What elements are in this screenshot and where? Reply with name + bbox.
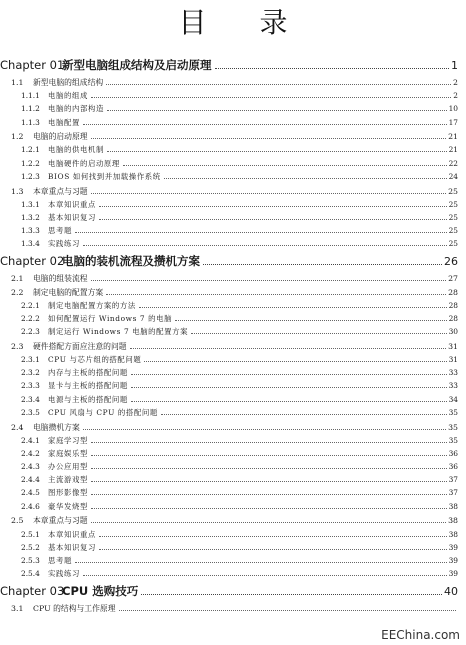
- toc-dot-leader: [75, 232, 447, 233]
- toc-page-number: 39: [448, 569, 458, 579]
- toc-entry-number: 1.2.2: [21, 158, 40, 168]
- toc-page-number: 17: [448, 117, 458, 127]
- toc-page-number: 34: [448, 394, 458, 404]
- toc-entry-number: 2.2.3: [21, 327, 40, 337]
- toc-page-number: 22: [448, 158, 458, 168]
- toc-page-number: 28: [448, 300, 458, 310]
- toc-subsection-entry[interactable]: [0, 567, 466, 580]
- toc-page-number: 25: [448, 199, 458, 209]
- toc-page-number: 35: [448, 435, 458, 445]
- toc-dot-leader: [131, 401, 447, 402]
- toc-page-number: 31: [448, 355, 458, 365]
- toc-dot-leader: [141, 594, 442, 595]
- toc-entry-title: 思考题: [48, 555, 72, 565]
- toc-entry-title: CPU 与芯片组的搭配问题: [48, 355, 142, 365]
- toc-dot-leader: [91, 138, 447, 139]
- toc-dot-leader: [91, 193, 447, 194]
- toc-entry-number: 2.4.3: [21, 462, 40, 472]
- toc-entry-title: CPU 风扇与 CPU 的搭配问题: [48, 407, 158, 417]
- toc-dot-leader: [99, 219, 447, 220]
- toc-page-number: 35: [448, 422, 458, 432]
- toc-page-number: 2: [453, 78, 458, 87]
- toc-entry-title: 如何配置运行 Windows 7 的电脑: [48, 314, 173, 323]
- toc-subsection-entry[interactable]: [0, 460, 466, 473]
- toc-entry-number: 1.3.1: [21, 199, 40, 209]
- toc-entry-title: 实践练习: [48, 569, 80, 579]
- toc-dot-leader: [123, 165, 447, 166]
- toc-page-number: 40: [444, 585, 458, 599]
- toc-subsection-entry[interactable]: [0, 500, 466, 513]
- toc-entry-number: 1.3: [11, 186, 24, 196]
- toc-subsection-entry[interactable]: [0, 379, 466, 392]
- toc-entry-title: 本章重点与习题: [33, 186, 88, 196]
- toc-subsection-entry[interactable]: [0, 102, 466, 115]
- toc-dot-leader: [191, 333, 446, 334]
- toc-section-entry[interactable]: [0, 286, 466, 299]
- toc-entry-number: 1.2: [11, 132, 24, 142]
- toc-entry-number: 2.3.4: [21, 394, 40, 404]
- toc-subsection-entry[interactable]: [0, 393, 466, 406]
- toc-entry-number: 2.1: [11, 274, 24, 284]
- toc-subsection-entry[interactable]: [0, 353, 466, 366]
- toc-chapter-entry[interactable]: [0, 54, 466, 76]
- toc-entry-title: 电脑的装机流程及攒机方案: [62, 254, 200, 269]
- toc-page-number: 2: [453, 91, 458, 101]
- toc-entry-number: 2.3.3: [21, 381, 40, 391]
- toc-subsection-entry[interactable]: [0, 434, 466, 447]
- toc-section-entry[interactable]: [0, 130, 466, 143]
- toc-entry-title: 电源与主板的搭配问题: [48, 394, 128, 404]
- toc-entry-number: 2.4: [11, 422, 24, 432]
- toc-entry-title: 主流游戏型: [48, 475, 88, 485]
- toc-entry-number: 2.5.2: [21, 542, 40, 552]
- watermark: EEChina.com: [381, 628, 460, 642]
- toc-subsection-entry[interactable]: [0, 447, 466, 460]
- toc-entry-number: 1.3.2: [21, 212, 40, 222]
- toc-dot-leader: [91, 468, 447, 469]
- toc-entry-title: 内存与主板的搭配问题: [48, 368, 128, 378]
- toc-page-number: 30: [448, 327, 458, 337]
- page-title: 目 录: [178, 6, 310, 39]
- toc-subsection-entry[interactable]: [0, 406, 466, 419]
- toc-subsection-entry[interactable]: [0, 554, 466, 567]
- toc-entry-title: 思考题: [48, 226, 72, 236]
- toc-subsection-entry[interactable]: [0, 89, 466, 102]
- toc-page-number: 38: [448, 529, 458, 539]
- toc-entry-title: BIOS 如何找到并加载操作系统: [48, 171, 161, 181]
- toc-section-entry[interactable]: [0, 602, 466, 615]
- toc-entry-title: 新型电脑的组成结构: [33, 78, 104, 87]
- toc-entry-title: 制定运行 Windows 7 电脑的配置方案: [48, 327, 189, 337]
- toc-dot-leader: [106, 84, 451, 85]
- toc-dot-leader: [91, 280, 447, 281]
- toc-entry-number: 2.3.2: [21, 368, 40, 378]
- toc-entry-number: 2.5.4: [21, 569, 40, 579]
- toc-dot-leader: [175, 320, 446, 321]
- toc-subsection-entry[interactable]: [0, 528, 466, 541]
- toc-entry-number: 1.3.3: [21, 226, 40, 236]
- toc-entry-number: 2.5: [11, 516, 24, 526]
- toc-dot-leader: [83, 429, 446, 430]
- toc-dot-leader: [107, 110, 447, 111]
- toc-subsection-entry[interactable]: [0, 541, 466, 554]
- toc-section-entry[interactable]: [0, 185, 466, 198]
- toc-subsection-entry[interactable]: [0, 211, 466, 224]
- toc-dot-leader: [91, 97, 451, 98]
- toc-dot-leader: [203, 264, 442, 265]
- toc-section-entry[interactable]: [0, 76, 466, 89]
- toc-subsection-entry[interactable]: [0, 299, 466, 312]
- toc-entry-number: 2.4.6: [21, 501, 40, 511]
- toc-page-number: 39: [448, 555, 458, 565]
- toc-subsection-entry[interactable]: [0, 143, 466, 156]
- toc-section-entry[interactable]: [0, 272, 466, 285]
- toc-entry-number: 1.1.1: [21, 91, 40, 101]
- toc-dot-leader: [139, 307, 447, 308]
- toc-entry-number: Chapter 02: [0, 254, 65, 269]
- toc-entry-title: 本章重点与习题: [33, 516, 88, 526]
- toc-entry-title: 电脑的内部构造: [48, 104, 104, 114]
- toc-page-number: 38: [448, 501, 458, 511]
- table-of-contents: [0, 54, 466, 615]
- toc-entry-title: 办公应用型: [48, 462, 88, 472]
- toc-dot-leader: [164, 178, 447, 179]
- toc-dot-leader: [75, 562, 447, 563]
- toc-entry-number: 2.2: [11, 287, 24, 297]
- toc-entry-number: 1.2.1: [21, 145, 40, 155]
- toc-entry-number: 2.4.1: [21, 435, 40, 445]
- toc-page-number: 21: [448, 145, 458, 155]
- toc-dot-leader: [131, 387, 447, 388]
- toc-entry-title: 实践练习: [48, 239, 80, 249]
- toc-entry-number: Chapter 03: [0, 584, 65, 599]
- toc-entry-number: 2.4.2: [21, 448, 40, 458]
- toc-entry-number: 2.5.1: [21, 529, 40, 539]
- toc-dot-leader: [91, 481, 447, 482]
- toc-entry-number: 2.5.3: [21, 555, 40, 565]
- toc-page-number: 25: [448, 239, 458, 249]
- toc-page-number: 36: [448, 448, 458, 458]
- toc-dot-leader: [91, 455, 447, 456]
- toc-page-number: 37: [448, 488, 458, 498]
- toc-page-number: 33: [448, 381, 458, 391]
- toc-entry-title: 电脑攒机方案: [33, 422, 80, 432]
- toc-entry-title: 显卡与主板的搭配问题: [48, 381, 128, 391]
- toc-entry-number: 2.3.5: [21, 407, 40, 417]
- toc-dot-leader: [91, 442, 447, 443]
- toc-entry-number: 2.2.1: [21, 300, 40, 310]
- toc-dot-leader: [99, 206, 447, 207]
- toc-dot-leader: [215, 68, 450, 69]
- toc-page-number: 28: [448, 287, 458, 297]
- toc-page-number: 33: [448, 368, 458, 378]
- toc-dot-leader: [161, 414, 447, 415]
- toc-entry-number: Chapter 01: [0, 58, 65, 72]
- toc-subsection-entry[interactable]: [0, 486, 466, 499]
- toc-chapter-entry[interactable]: [0, 580, 466, 602]
- toc-entry-title: 基本知识复习: [48, 212, 96, 222]
- toc-entry-number: 3.1: [11, 604, 24, 614]
- toc-entry-number: 1.3.4: [21, 239, 40, 249]
- toc-entry-title: 新型电脑组成结构及启动原理: [62, 58, 212, 72]
- toc-dot-leader: [91, 508, 447, 509]
- toc-entry-title: 豪华发烧型: [48, 501, 88, 511]
- toc-entry-title: 电脑的供电机制: [48, 145, 104, 155]
- toc-subsection-entry[interactable]: [0, 473, 466, 486]
- toc-entry-title: 电脑的组成: [48, 91, 88, 101]
- toc-dot-leader: [107, 151, 447, 152]
- toc-entry-number: 2.4.5: [21, 488, 40, 498]
- toc-subsection-entry[interactable]: [0, 198, 466, 211]
- toc-subsection-entry[interactable]: [0, 157, 466, 170]
- toc-entry-title: 基本知识复习: [48, 542, 96, 552]
- toc-dot-leader: [119, 610, 457, 611]
- toc-dot-leader: [83, 575, 447, 576]
- toc-entry-number: 2.4.4: [21, 475, 40, 485]
- toc-subsection-entry[interactable]: [0, 312, 466, 325]
- toc-dot-leader: [144, 361, 446, 362]
- toc-page-number: 27: [448, 274, 458, 284]
- toc-entry-number: 1.1.2: [21, 104, 40, 114]
- toc-dot-leader: [99, 549, 447, 550]
- toc-page-number: 21: [448, 132, 458, 142]
- toc-page-number: 36: [448, 462, 458, 472]
- toc-entry-title: 家庭学习型: [48, 435, 88, 445]
- toc-dot-leader: [106, 294, 446, 295]
- toc-page-number: 31: [448, 341, 458, 351]
- toc-page-number: 1: [451, 59, 458, 72]
- toc-subsection-entry[interactable]: [0, 116, 466, 129]
- toc-section-entry[interactable]: [0, 340, 466, 353]
- toc-page-number: 28: [448, 314, 458, 323]
- toc-page-number: 24: [448, 171, 458, 181]
- toc-entry-number: 2.2.2: [21, 314, 40, 323]
- toc-entry-title: 本章知识重点: [48, 529, 96, 539]
- toc-subsection-entry[interactable]: [0, 237, 466, 250]
- toc-subsection-entry[interactable]: [0, 224, 466, 237]
- toc-dot-leader: [130, 348, 447, 349]
- toc-section-entry[interactable]: [0, 514, 466, 527]
- toc-section-entry[interactable]: [0, 421, 466, 434]
- toc-page-number: 38: [448, 516, 458, 526]
- toc-dot-leader: [99, 536, 447, 537]
- toc-entry-number: 2.3: [11, 341, 24, 351]
- toc-page-number: 37: [448, 475, 458, 485]
- toc-subsection-entry[interactable]: [0, 325, 466, 338]
- toc-entry-number: 1.1.3: [21, 117, 40, 127]
- toc-entry-title: 电脑的启动原理: [33, 132, 88, 142]
- toc-page-number: 25: [448, 186, 458, 196]
- toc-chapter-entry[interactable]: [0, 250, 466, 272]
- toc-entry-title: 硬件搭配方面应注意的问题: [33, 341, 127, 351]
- toc-dot-leader: [83, 245, 447, 246]
- toc-dot-leader: [131, 374, 447, 375]
- toc-entry-title: CPU 的结构与工作原理: [33, 604, 116, 614]
- toc-subsection-entry[interactable]: [0, 170, 466, 183]
- toc-entry-title: 制定电脑的配置方案: [33, 287, 104, 297]
- toc-subsection-entry[interactable]: [0, 366, 466, 379]
- toc-entry-title: 电脑配置: [48, 117, 80, 127]
- toc-page-number: 39: [448, 542, 458, 552]
- toc-entry-title: CPU 选购技巧: [62, 584, 139, 599]
- toc-page-number: 26: [444, 255, 458, 269]
- toc-entry-title: 电脑硬件的启动原理: [48, 158, 120, 168]
- toc-page-number: 35: [448, 407, 458, 417]
- toc-entry-number: 1.1: [11, 78, 24, 87]
- toc-page-number: 10: [448, 104, 458, 114]
- toc-dot-leader: [83, 124, 447, 125]
- toc-dot-leader: [91, 522, 447, 523]
- toc-entry-title: 电脑的组装流程: [33, 274, 88, 284]
- toc-page-number: 25: [448, 226, 458, 236]
- toc-entry-number: 1.2.3: [21, 171, 40, 181]
- toc-page-number: 25: [448, 212, 458, 222]
- toc-entry-title: 制定电脑配置方案的方法: [48, 300, 136, 310]
- toc-entry-title: 本章知识重点: [48, 199, 96, 209]
- toc-dot-leader: [91, 494, 447, 495]
- toc-entry-number: 2.3.1: [21, 355, 40, 365]
- toc-entry-title: 图形影像型: [48, 488, 88, 498]
- toc-entry-title: 家庭娱乐型: [48, 448, 88, 458]
